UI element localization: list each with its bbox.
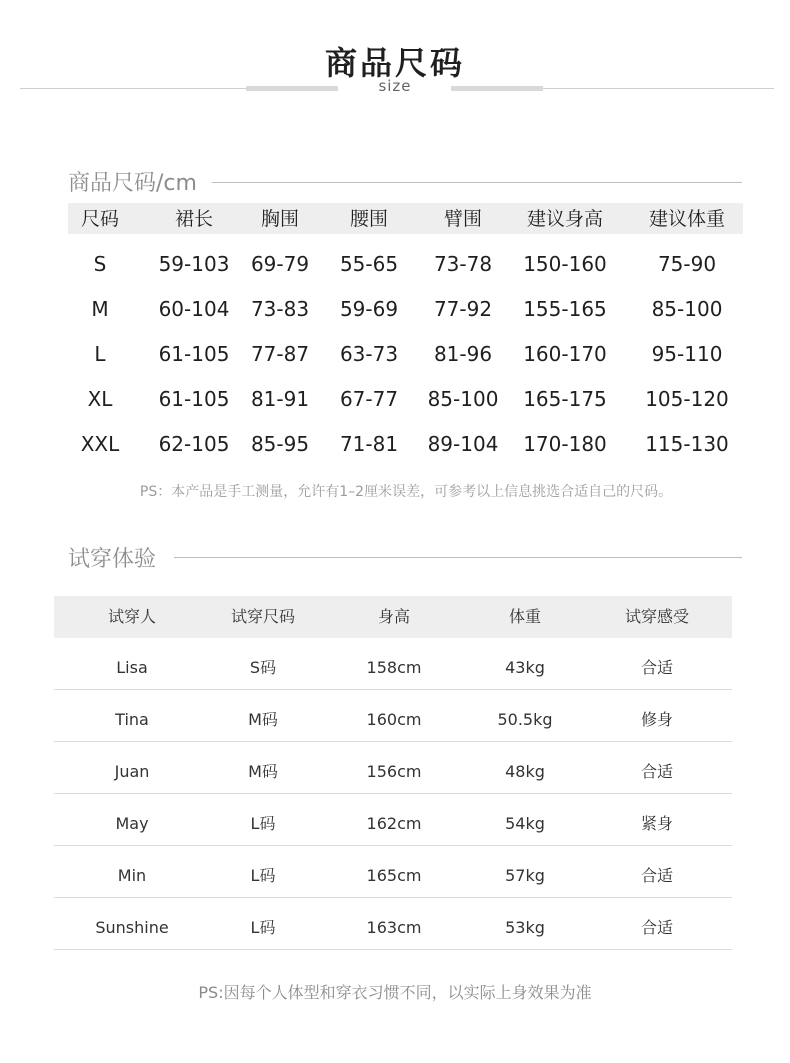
trial-table-cell: 合适: [640, 918, 673, 937]
size-table-cell: 69-79: [250, 252, 310, 276]
header-accent-left: [246, 86, 338, 91]
trial-table-cell: 修身: [640, 710, 673, 729]
trial-table-cell: L码: [250, 866, 276, 885]
size-table-cell: 150-160: [523, 252, 607, 276]
size-table-cell: 77-87: [250, 342, 310, 366]
size-table-cell: 59-103: [158, 252, 230, 276]
size-table-cell: 75-90: [657, 252, 717, 276]
trial-row-divider: [54, 845, 732, 846]
trial-row-divider: [54, 793, 732, 794]
trial-header-cell: 体重: [508, 607, 541, 626]
trial-table-cell: Lisa: [116, 658, 148, 677]
trial-table-cell: May: [115, 814, 149, 833]
trial-row-divider: [54, 897, 732, 898]
size-table-cell: 85-100: [427, 387, 499, 411]
trial-header-cell: 试穿感受: [624, 607, 689, 626]
page-subtitle: size: [378, 77, 412, 95]
trial-table-cell: M码: [248, 710, 278, 729]
trial-table-cell: Min: [117, 866, 147, 885]
trial-note: PS:因每个人体型和穿衣习惯不同，以实际上身效果为准: [198, 983, 592, 1002]
size-table-cell: L: [94, 342, 106, 366]
trial-table-cell: 160cm: [366, 710, 422, 729]
trial-row-divider: [54, 689, 732, 690]
size-table-cell: 61-105: [158, 387, 230, 411]
size-table-cell: 67-77: [339, 387, 399, 411]
size-table-cell: 62-105: [158, 432, 230, 456]
trial-table-cell: 48kg: [505, 762, 545, 781]
size-table-cell: 73-83: [250, 297, 310, 321]
trial-table-cell: Juan: [114, 762, 150, 781]
trial-table-cell: 43kg: [505, 658, 545, 677]
size-table-cell: 71-81: [339, 432, 399, 456]
size-table-cell: XL: [87, 387, 113, 411]
trial-header-cell: 身高: [377, 607, 410, 626]
trial-table-cell: 165cm: [366, 866, 422, 885]
size-table-cell: S: [93, 252, 107, 276]
size-table-cell: 81-96: [433, 342, 493, 366]
size-table-cell: 81-91: [250, 387, 310, 411]
size-table-cell: 165-175: [523, 387, 607, 411]
size-table-cell: 105-120: [645, 387, 729, 411]
trial-header-cell: 试穿人: [107, 607, 156, 626]
trial-table-cell: 162cm: [366, 814, 422, 833]
size-table-cell: 73-78: [433, 252, 493, 276]
size-header-cell: 裙长: [174, 208, 213, 230]
trial-table-cell: 57kg: [505, 866, 545, 885]
size-table-cell: 170-180: [523, 432, 607, 456]
trial-table-cell: 156cm: [366, 762, 422, 781]
size-table-cell: 89-104: [427, 432, 499, 456]
trial-header-cell: 试穿尺码: [230, 607, 295, 626]
size-table-cell: 59-69: [339, 297, 399, 321]
size-section-title: 商品尺码/cm: [68, 171, 197, 196]
size-header-cell: 尺码: [80, 208, 119, 230]
trial-table-cell: Tina: [115, 710, 149, 729]
trial-section-divider: [174, 557, 742, 558]
trial-table-cell: 50.5kg: [497, 710, 553, 729]
size-table-cell: 60-104: [158, 297, 230, 321]
trial-table-cell: 合适: [640, 762, 673, 781]
trial-table-cell: M码: [248, 762, 278, 781]
size-table-cell: 55-65: [339, 252, 399, 276]
trial-row-divider: [54, 741, 732, 742]
size-section-divider: [212, 182, 742, 183]
trial-table-cell: L码: [250, 918, 276, 937]
trial-table-cell: Sunshine: [95, 918, 169, 937]
size-table-cell: 77-92: [433, 297, 493, 321]
size-table-cell: 155-165: [523, 297, 607, 321]
page-title: 商品尺码: [324, 44, 465, 82]
size-table-cell: 95-110: [651, 342, 723, 366]
size-table-cell: 85-100: [651, 297, 723, 321]
trial-table-cell: 54kg: [505, 814, 545, 833]
trial-table-cell: 合适: [640, 866, 673, 885]
size-table-cell: 85-95: [250, 432, 310, 456]
size-note: PS：本产品是手工测量，允许有1–2厘米误差，可参考以上信息挑选合适自己的尺码。: [139, 484, 673, 500]
size-table-cell: 63-73: [339, 342, 399, 366]
size-header-cell: 腰围: [349, 208, 388, 230]
trial-table-cell: 合适: [640, 658, 673, 677]
trial-table-cell: 163cm: [366, 918, 422, 937]
trial-table-cell: L码: [250, 814, 276, 833]
trial-table-cell: 158cm: [366, 658, 422, 677]
trial-row-divider: [54, 949, 732, 950]
header-accent-right: [451, 86, 543, 91]
size-table-cell: M: [91, 297, 109, 321]
size-header-cell: 臂围: [443, 208, 482, 230]
size-header-cell: 建议体重: [648, 208, 725, 230]
trial-section-title: 试穿体验: [68, 547, 157, 572]
size-table-cell: 115-130: [645, 432, 729, 456]
size-table-cell: XXL: [80, 432, 120, 456]
size-table-cell: 61-105: [158, 342, 230, 366]
trial-table-cell: 紧身: [640, 814, 673, 833]
size-header-cell: 建议身高: [526, 208, 603, 230]
trial-table-cell: 53kg: [505, 918, 545, 937]
size-table-cell: 160-170: [523, 342, 607, 366]
size-header-cell: 胸围: [260, 208, 299, 230]
trial-table-cell: S码: [249, 658, 277, 677]
